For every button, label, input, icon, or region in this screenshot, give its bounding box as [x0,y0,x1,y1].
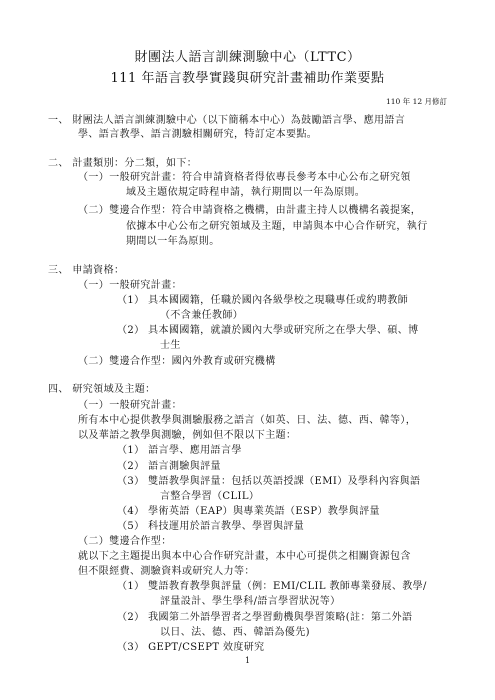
section-4-sub-1: （一）一般研究計畫： [78,400,182,411]
section-2-item-2-line-2: 依據本中心公布之研究領域及主題，申請與本中心合作研究，執行 [126,221,428,232]
section-4-topic-2: （2） 語言測驗與評量 [117,461,221,472]
document-title-org: 財團法人語言訓練測驗中心（LTTC） [134,50,361,65]
section-3-sub-2: （二）雙邊合作型：國內外教育或研究機構 [78,356,276,367]
section-4-para-1-line-2: 以及華語之教學與測驗，例如但不限以下主題： [78,430,297,441]
section-3-item-2-line-1: （2） 具本國國籍，就讀於國內大學或研究所之在學大學、碩、博 [117,325,419,336]
section-4-sub-2: （二）雙邊合作型： [78,536,172,547]
section-4-topic-1: （1） 語言學、應用語言學 [117,445,242,456]
revision-date: 110 年 12 月修訂 [385,97,447,106]
section-4-para-2-line-1: 就以下之主題提出與本中心合作研究計畫，本中心可提供之相關資源包含 [78,551,411,562]
section-2-heading: 二、 計畫類別：分二類，如下： [48,158,198,169]
section-4-coop-topic-1-line-2: 評量設計、學生學科/語言學習狀況等） [160,596,341,607]
section-4-topic-4: （4） 學術英語（EAP）與專業英語（ESP）教學與評量 [117,506,380,517]
section-3-item-1-line-1: （1） 具本國國籍，任職於國內各級學校之現職專任或約聘教師 [117,295,409,306]
section-3-sub-1: （一）一般研究計畫： [78,280,182,291]
section-1-line-2: 學、語言教學、語言測驗相關研究，特訂定本要點。 [78,129,318,140]
section-4-para-1-line-1: 所有本中心提供教學與測驗服務之語言（如英、日、法、德、西、韓等）， [78,415,417,426]
section-4-coop-topic-2-line-1: （2） 我國第二外語學習者之學習動機與學習策略(註：第二外語 [117,612,413,623]
section-3-item-1-line-2: （不含兼任教師） [160,310,244,321]
section-4-topic-3-line-1: （3） 雙語教學與評量：包括以英語授課（EMI）及學科內容與語 [117,476,421,487]
section-1-line-1: 一、 財團法人語言訓練測驗中心（以下簡稱本中心）為鼓勵語言學、應用語言 [48,115,406,126]
section-2-item-1-line-2: 域及主題依規定時程申請，執行期間以一年為原則。 [126,187,366,198]
section-4-coop-topic-3: （3） GEPT/CSEPT 效度研究 [117,642,265,653]
section-3-item-2-line-2: 士生 [160,340,181,351]
document-title-main: 111 年語言教學實踐與研究計畫補助作業要點 [110,71,385,86]
page-number: 1 [244,656,251,665]
section-2-item-1-line-1: （一）一般研究計畫：符合申請資格者得依專長參考本中心公布之研究領 [78,172,411,183]
section-2-item-2-line-1: （二）雙邊合作型：符合申請資格之機構，由計畫主持人以機構名義提案， [78,205,422,216]
section-4-coop-topic-2-line-2: 以日、法、德、西、韓語為優先) [160,627,310,638]
section-4-heading: 四、 研究領域及主題： [48,384,156,395]
section-3-heading: 三、 申請資格： [48,265,125,276]
section-4-topic-5: （5） 科技運用於語言教學、學習與評量 [117,521,305,532]
section-4-topic-3-line-2: 言整合學習（CLIL） [160,491,260,502]
section-4-coop-topic-1-line-1: （1） 雙語教育教學與評量（例：EMI/CLIL 教師專業發展、教學/ [117,581,427,592]
section-2-item-2-line-3: 期間以一年為原則。 [126,236,220,247]
section-4-para-2-line-2: 但不限經費、測驗資料或研究人力等： [78,566,255,577]
